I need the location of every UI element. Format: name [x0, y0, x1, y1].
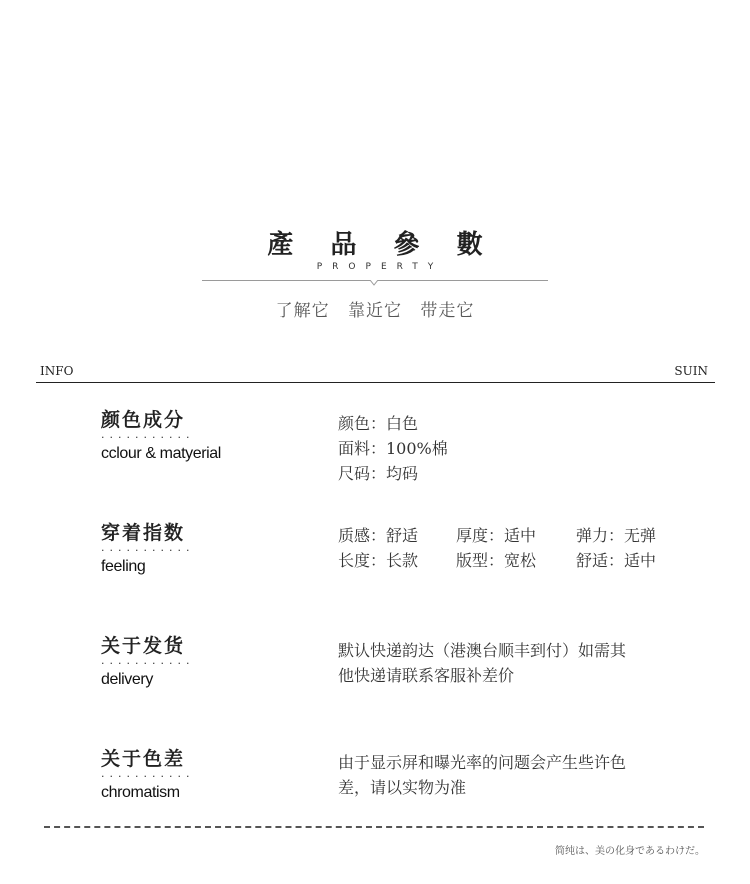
tagline-item: 靠近它 — [348, 301, 402, 321]
length-value: 长度：长款 — [338, 551, 419, 570]
delivery-text-line: 他快递请联系客服补差价 — [338, 666, 515, 685]
tagline-item: 带走它 — [420, 301, 475, 321]
section-subtitle-colour: cclour & matyerial — [101, 445, 221, 462]
fit-value: 版型：宽松 — [456, 551, 537, 570]
tagline-item: 了解它 — [275, 301, 330, 321]
size-value: 尺码：均码 — [338, 464, 419, 483]
chromatism-text-line: 差，请以实物为准 — [338, 778, 467, 797]
section-subtitle-feeling: feeling — [101, 558, 146, 575]
section-title-chromatism: 关于色差 — [101, 748, 186, 770]
divider-notch-icon — [370, 280, 378, 288]
section-title-colour: 颜色成分 — [101, 409, 186, 431]
section-subtitle-delivery: delivery — [101, 671, 153, 688]
page-subtitle: PROPERTY — [316, 262, 444, 272]
comfort-value: 舒适：适中 — [576, 551, 657, 570]
thickness-value: 厚度：适中 — [456, 526, 537, 545]
page-title: 產 品 參 數 — [267, 230, 497, 260]
brand-label: SUIN — [674, 364, 708, 378]
chromatism-text-line: 由于显示屏和曝光率的问题会产生些许色 — [338, 753, 627, 772]
colour-value: 颜色：白色 — [338, 414, 419, 433]
elasticity-value: 弹力：无弹 — [576, 526, 657, 545]
fabric-value: 面料：100%棉 — [338, 439, 448, 458]
section-title-feeling: 穿着指数 — [101, 522, 186, 544]
section-subtitle-chromatism: chromatism — [101, 784, 180, 801]
footer-note: 简纯は、美の化身であるわけだ。 — [555, 846, 705, 857]
texture-value: 质感：舒适 — [338, 526, 419, 545]
section-dots: ........... — [101, 767, 195, 780]
section-dots: ........... — [101, 541, 195, 554]
section-dots: ........... — [101, 428, 195, 441]
delivery-text-line: 默认快递韵达（港澳台顺丰到付）如需其 — [338, 641, 627, 660]
section-dots: ........... — [101, 654, 195, 667]
section-title-delivery: 关于发货 — [101, 635, 186, 657]
info-label: INFO — [40, 364, 74, 378]
info-divider — [36, 382, 715, 383]
tagline — [0, 296, 750, 321]
footer-dashed-divider — [44, 826, 704, 828]
